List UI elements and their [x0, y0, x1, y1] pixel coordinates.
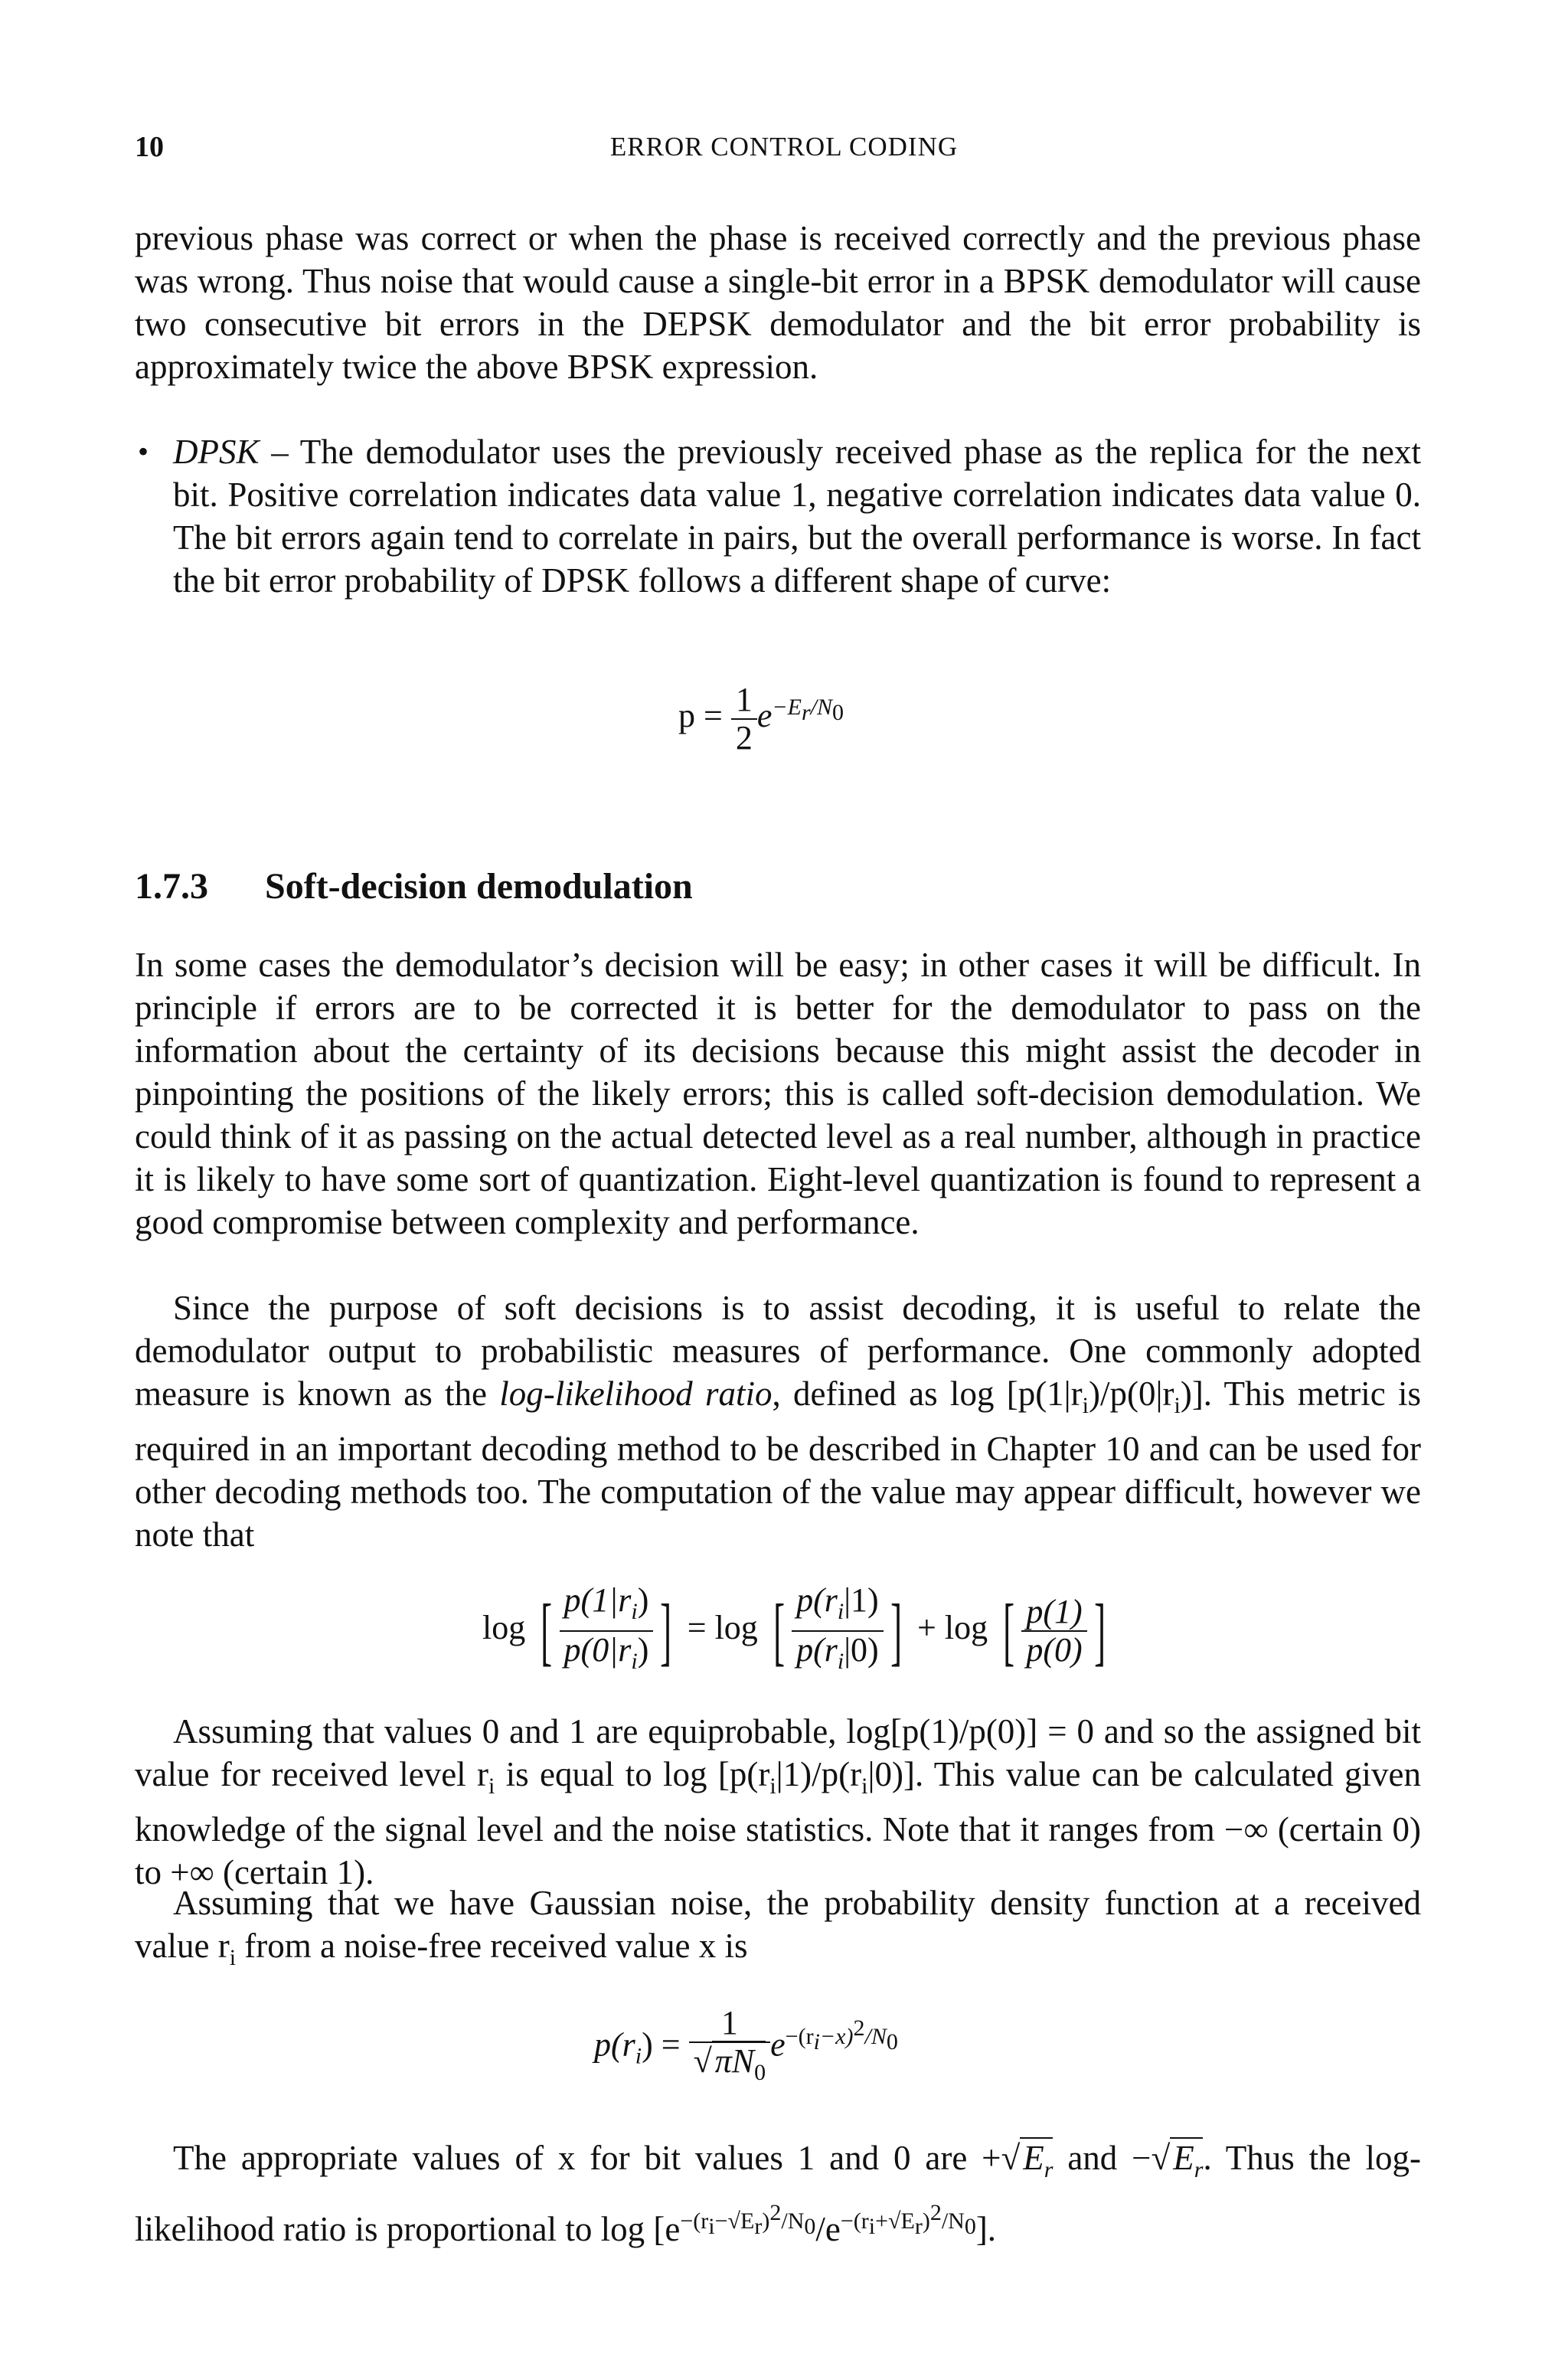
p6-exp2-b-sub: r [914, 2214, 923, 2239]
p4-d: |0)]. This value can be calculated given knowledge of the signal level and the noise statistics. Note that it ranges from −∞ (certain 0) to +∞ (certain 1). [135, 1755, 1421, 1891]
eq2-t2-num-sub: i [837, 1598, 844, 1624]
eq2-log-3: log [944, 1608, 988, 1646]
equation-dpsk-error [678, 682, 844, 757]
section-title: Soft-decision demodulation [265, 866, 693, 907]
p4-c-sub: i [861, 1773, 868, 1799]
p3-c: )/p(0|r [1089, 1375, 1174, 1413]
paragraph-gaussian [135, 1881, 1421, 1979]
p3-c-sub: i [1174, 1393, 1181, 1418]
eq2-log-1: log [482, 1608, 526, 1646]
eq2-t3-den: p(0) [1026, 1630, 1083, 1669]
p4-a: Assuming that values 0 and 1 are equiprobable, log[p(1)/p(0)] = 0 and so the assigned bit value for received level r [135, 1712, 1421, 1793]
p6-exp1-c: ) [762, 2208, 770, 2234]
paragraph-soft-decision [135, 943, 1421, 1244]
eq1-exp-tail: /N [810, 695, 832, 721]
eq3-den-sub: 0 [754, 2059, 766, 2085]
eq3-exp-end: /N [864, 2023, 887, 2049]
eq1-lhs: p = [678, 697, 723, 735]
eq1-denominator: 2 [735, 719, 753, 757]
p5-b: from a noise-free received value x is [236, 1927, 748, 1965]
eq3-numerator: 1 [689, 2005, 771, 2043]
bracket-left-icon: [ [541, 1587, 553, 1673]
p4-b: is equal to log [p(r [495, 1755, 770, 1793]
eq3-den-root: πN [714, 2042, 755, 2080]
p4-c: |1)/p(r [776, 1755, 862, 1793]
p3-term: log-likelihood ratio [499, 1375, 773, 1413]
eq1-exp-a: −E [772, 695, 802, 721]
paragraph-log-likelihood [135, 1286, 1421, 1556]
page-number: 10 [135, 131, 164, 163]
section-heading [135, 865, 693, 907]
sqrt-sign-icon: √ [693, 2042, 712, 2080]
eq2-t2-den-sub: i [837, 1648, 844, 1674]
eq2-t1-den: p(0|r [564, 1630, 632, 1669]
p6-exp2-sub: i [868, 2214, 876, 2239]
p4-a-sub: i [488, 1773, 495, 1799]
running-title: ERROR CONTROL CODING [609, 132, 959, 162]
bracket-left-icon: [ [773, 1587, 785, 1673]
p6-exp2-d: /N [941, 2208, 965, 2234]
eq2-t3-num: p(1) [1026, 1592, 1083, 1630]
p6-exp1-d: /N [781, 2208, 805, 2234]
eq3-lhs: p(r [594, 2025, 635, 2064]
equation-log-decomposition [482, 1582, 1112, 1680]
eq1-base: e [756, 697, 773, 735]
p3-a: Since the purpose of soft decisions is to assist decoding, it is useful to relate the demodulator output to probabilistic measures of performance. One commonly adopted measure is known as the [135, 1289, 1421, 1413]
p6-exponent-1 [680, 2200, 816, 2239]
p6-root2: E [1173, 2139, 1194, 2177]
sqrt-sign-icon: √ [1151, 2139, 1171, 2177]
eq2-t1-num-sub: i [631, 1598, 638, 1624]
eq2-t1-den-end: ) [637, 1630, 649, 1669]
equation-gaussian-pdf [594, 2005, 898, 2091]
section-number: 1.7.3 [135, 866, 208, 907]
eq1-numerator: 1 [731, 682, 757, 720]
p6-exp2-sub2: 0 [964, 2214, 976, 2239]
p6-exp1: −(r [680, 2208, 709, 2234]
eq3-exp-sq: 2 [853, 2015, 865, 2041]
eq2-t1-den-sub: i [631, 1648, 638, 1674]
p6-exponent-2 [840, 2200, 976, 2239]
eq3-exp-sub: i [813, 2028, 820, 2055]
p6-root1: E [1023, 2139, 1044, 2177]
p6-slash: /e [815, 2210, 841, 2248]
eq2-t2-den-end: |0) [844, 1630, 879, 1669]
p6-exp1-sub2: 0 [804, 2214, 816, 2239]
p5-a: Assuming that we have Gaussian noise, the probability density function at a received value r [135, 1884, 1421, 1965]
p6-c: . Thus the log-likelihood ratio is proportional to log [e [135, 2139, 1421, 2248]
p6-end: ]. [975, 2210, 997, 2248]
eq1-exp-sub: r [801, 700, 811, 726]
eq2-fraction-2 [792, 1582, 884, 1680]
bullet-text [173, 430, 1421, 602]
p6-exp1-sq: 2 [769, 2200, 782, 2225]
p6-exp1-sub: i [708, 2214, 715, 2239]
p3-d: )]. This metric is required in an important decoding method to be described in Chapter 10 and can be used for other decoding methods too. The computation of the value may appear difficult, however we note that [135, 1375, 1421, 1554]
eq2-t2-num: p(r [796, 1581, 838, 1619]
eq1-exponent [772, 695, 844, 726]
bracket-right-icon: ] [890, 1587, 902, 1673]
p6-exp1-b: −√E [714, 2208, 755, 2234]
bullet-dpsk [135, 430, 1421, 602]
p6-root2-sub: r [1194, 2157, 1204, 2182]
bullet-body: – The demodulator uses the previously received phase as the replica for the next bit. Positive correlation indicates data value 1, negative correlation indicates data value 0. The bit errors again tend to correlate in pairs, but the overall performance is worse. In fact the bit error probability of DPSK follows a different shape of curve: [173, 433, 1421, 600]
bracket-right-icon: ] [1093, 1587, 1106, 1673]
p4-b-sub: i [769, 1773, 776, 1799]
p6-exp2: −(r [840, 2208, 869, 2234]
eq3-fraction [689, 2005, 771, 2091]
eq3-denominator [689, 2043, 771, 2091]
eq2-t1-num: p(1|r [564, 1581, 632, 1619]
paragraph-log-likelihood-proportional [135, 2136, 1421, 2251]
p6-exp2-sq: 2 [929, 2200, 942, 2225]
sqrt-sign-icon: √ [1001, 2139, 1021, 2177]
eq2-equals: = [687, 1608, 707, 1646]
eq2-t2-num-end: |1) [844, 1581, 879, 1619]
eq3-base: e [770, 2025, 786, 2064]
eq3-lhs-sub: i [635, 2043, 642, 2069]
p6-root1-sub: r [1044, 2157, 1054, 2182]
eq3-exponent [785, 2015, 898, 2055]
p6-exp2-c: ) [922, 2208, 930, 2234]
p3-b: , defined as log [p(1|r [772, 1375, 1083, 1413]
p3-b-sub: i [1082, 1393, 1089, 1418]
p6-b: and − [1053, 2139, 1152, 2177]
eq2-log-2: log [714, 1608, 758, 1646]
p6-exp2-b: +√E [875, 2208, 915, 2234]
paragraph-equiprobable [135, 1710, 1421, 1894]
eq2-t2-den: p(r [796, 1630, 838, 1669]
eq1-fraction [731, 682, 757, 757]
bracket-right-icon: ] [660, 1587, 672, 1673]
eq2-plus: + [917, 1608, 936, 1646]
eq3-exp-tail: −x) [819, 2023, 854, 2049]
eq2-t1-num-end: ) [637, 1581, 649, 1619]
p5-a-sub: i [229, 1945, 237, 1970]
paragraph-continuation: previous phase was correct or when the phase is received correctly and the previous phase was wrong. Thus noise that would cause a single-bit error in a BPSK demodulator will cause two consecutive bit errors in the DEPSK demodulator and the bit error probability is approximately twice the above BPSK expression. [135, 219, 1421, 386]
eq1-exp-sub2: 0 [831, 700, 844, 726]
bullet-dot-icon: • [138, 434, 149, 469]
p6-a: The appropriate values of x for bit values 1 and 0 are + [173, 2139, 1001, 2177]
eq3-lhs-end: ) = [642, 2025, 681, 2064]
p6-exp1-b-sub: r [754, 2214, 763, 2239]
bullet-term: DPSK [173, 433, 260, 471]
p2-text: In some cases the demodulator’s decision will be easy; in other cases it will be difficult. In principle if errors are to be corrected it is better for the demodulator to pass on the information about the certainty of its decisions because this might assist the decoder in pinpointing the positions of the likely errors; this is called soft-decision demodulation. We could think of it as passing on the actual detected level as a real number, although in practice it is likely to have some sort of quantization. Eight-level quantization is found to represent a good compromise between complexity and performance. [135, 946, 1421, 1241]
eq2-fraction-1 [560, 1582, 654, 1680]
eq3-exp-a: −(r [785, 2023, 814, 2049]
eq2-fraction-3 [1021, 1594, 1086, 1669]
eq3-exp-sub2: 0 [886, 2028, 898, 2055]
bracket-left-icon: [ [1003, 1587, 1015, 1673]
